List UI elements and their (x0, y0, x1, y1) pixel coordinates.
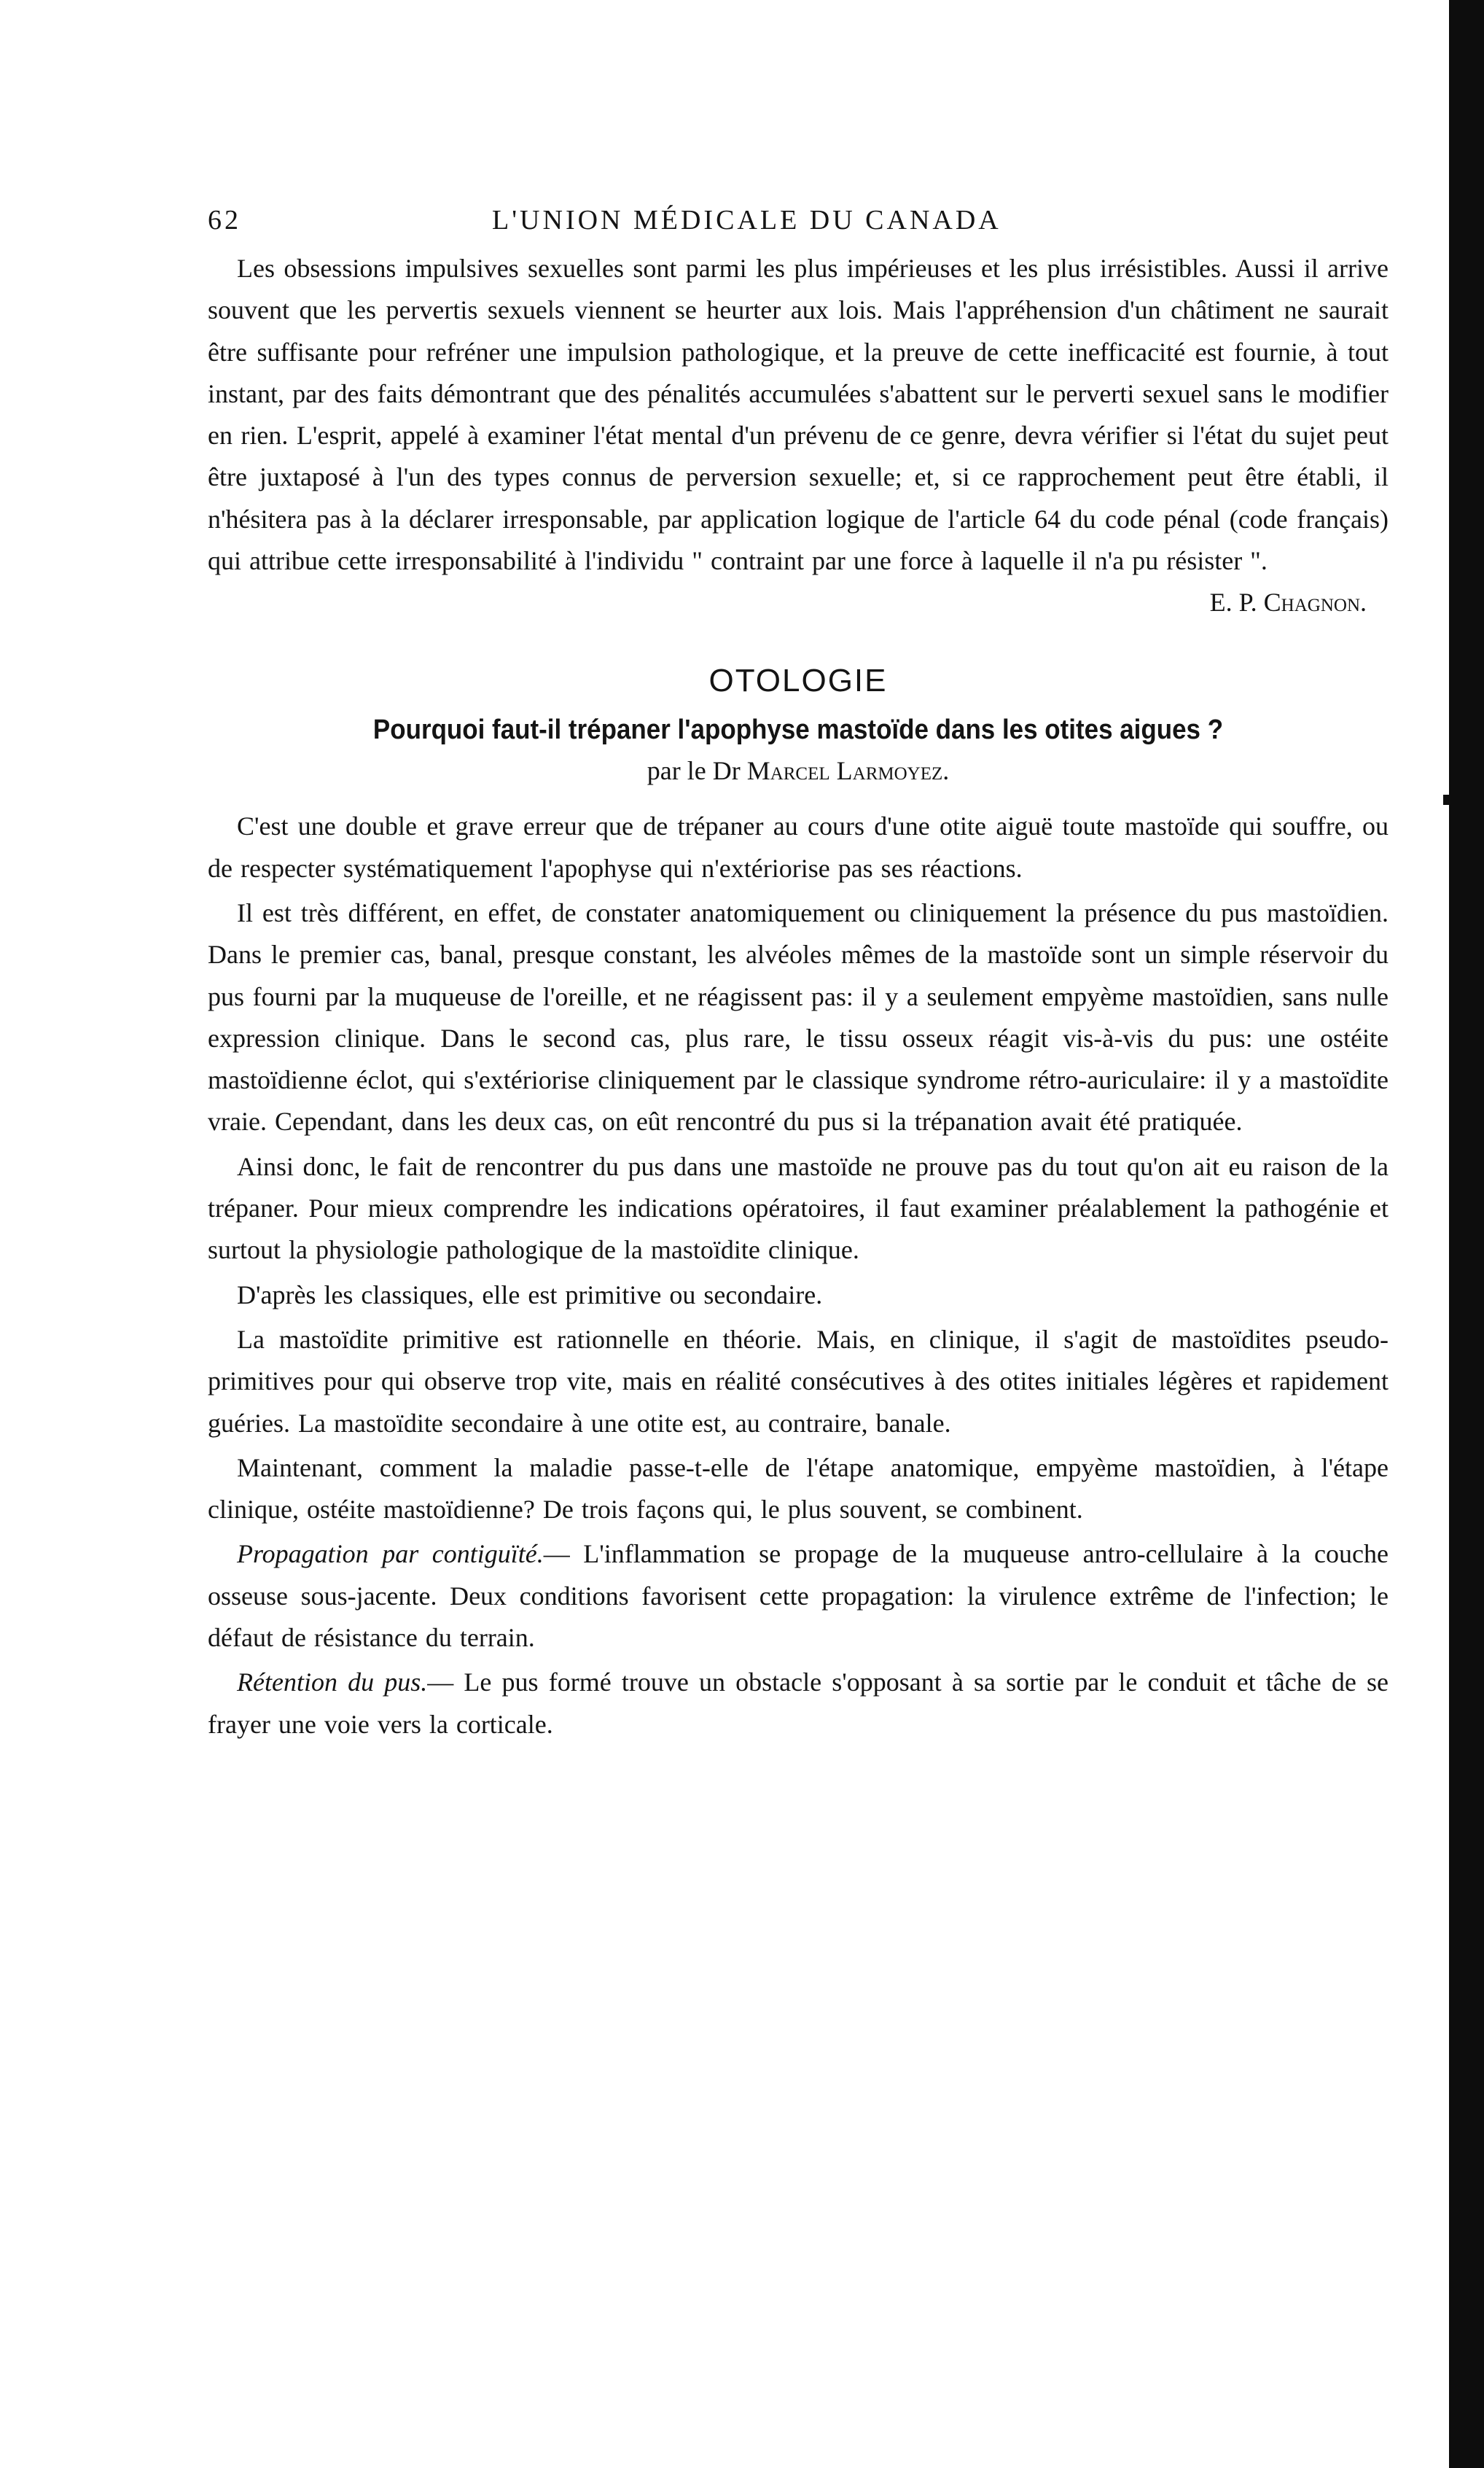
paragraph-8-lead: Rétention du pus. (237, 1667, 428, 1697)
article-title: Pourquoi faut-il trépaner l'apophyse mastoïde dans les otites aigues ? (372, 715, 1224, 746)
paragraph-8 (208, 1662, 1389, 1745)
byline (208, 750, 1389, 791)
byline-prefix: par le Dr (647, 756, 741, 786)
paragraph-obsessions: Les obsessions impulsives sexuelles sont parmi les plus impérieuses et les plus irrésistibles. Aussi il arrive souvent que les pervertis sexuels viennent se heurter aux lois. Mais l'appréhension d'un châtiment ne saurait être suffisante pour refréner une impulsion pathologique, et la preuve de cette inefficacité est fournie, à tout instant, par des faits démontrant que des pénalités accumulées s'abattent sur le perverti sexuel sans le modifier en rien. L'esprit, appelé à examiner l'état mental d'un prévenu de ce genre, devra vérifier si l'état du sujet peut être juxtaposé à l'un des types connus de perversion sexuelle; et, si ce rapprochement peut être établi, il n'hésitera pas à la déclarer irresponsable, par application logique de l'article 64 du code pénal (code français) qui attribue cette irresponsabilité à l'individu " contraint par une force à laquelle il n'a pu résister ". (208, 254, 1389, 576)
paragraph-2: Il est très différent, en effet, de constater anatomiquement ou cliniquement la présence du pus mastoïdien. Dans le premier cas, banal, presque constant, les alvéoles mêmes de la mastoïde sont un simple réservoir du pus fourni par la muqueuse de l'oreille, et ne réagissent pas: il y a seulement empyème mastoïdien, sans nulle expression clinique. Dans le second cas, plus rare, le tissu osseux réagit vis-à-vis du pus: une ostéite mastoïdienne éclot, qui s'extériorise cliniquement par le classique syndrome rétro-auriculaire: il y a mastoïdite vraie. Cependant, dans les deux cas, on eût rencontré du pus si la trépanation avait été pratiquée. (208, 898, 1389, 1137)
paragraph-3: Ainsi donc, le fait de rencontrer du pus dans une mastoïde ne prouve pas du tout qu'on ait eu raison de la trépaner. Pour mieux comprendre les indications opératoires, il faut examiner préalablement la pathogénie et surtout la physiologie pathologique de la mastoïdite clinique. (208, 1151, 1389, 1265)
paragraph-7-text: — L'inflammation se propage de la muqueuse antro-cellulaire à la couche osseuse sous-jacente. Deux conditions favorisent cette propagation: la virulence extrême de l'infection; le défaut de résistance du terrain. (208, 1539, 1389, 1653)
signature: E. P. Chagnon. (1209, 588, 1367, 618)
author-name: Marcel Larmoyez. (746, 756, 950, 786)
paragraph-7 (208, 1533, 1389, 1659)
paragraph-8-text: — Le pus formé trouve un obstacle s'opposant à sa sortie par le conduit et tâche de se frayer une voie vers la corticale. (208, 1667, 1389, 1739)
scan-speck (1449, 1697, 1455, 1708)
paragraph-1: C'est une double et grave erreur que de trépaner au cours d'une otite aiguë toute mastoïde qui souffre, ou de respecter systématiquement l'apophyse qui n'extériorise pas ses réactions. (208, 811, 1389, 883)
page-number: 62 (208, 205, 241, 235)
paragraph-7-lead: Propagation par contiguïté. (237, 1539, 544, 1569)
document-page (208, 197, 1389, 1745)
paragraph-6: Maintenant, comment la maladie passe-t-elle de l'étape anatomique, empyème mastoïdien, à l'étape clinique, ostéite mastoïdienne? De trois façons qui, le plus souvent, se combinent. (208, 1452, 1389, 1525)
paragraph-4: D'après les classiques, elle est primitive ou secondaire. (237, 1280, 823, 1309)
running-header (208, 197, 1389, 248)
paragraph-5: La mastoïdite primitive est rationnelle en théorie. Mais, en clinique, il s'agit de mastoïdites pseudo-primitives pour qui observe trop vite, mais en réalité consécutives à des otites initiales légères et rapidement guéries. La mastoïdite secondaire à une otite est, au contraire, banale. (208, 1324, 1389, 1438)
journal-title: L'UNION MÉDICALE DU CANADA (492, 205, 1001, 235)
scan-edge (1449, 0, 1484, 2468)
section-title: OTOLOGIE (708, 663, 888, 699)
scan-speck (1443, 795, 1449, 805)
